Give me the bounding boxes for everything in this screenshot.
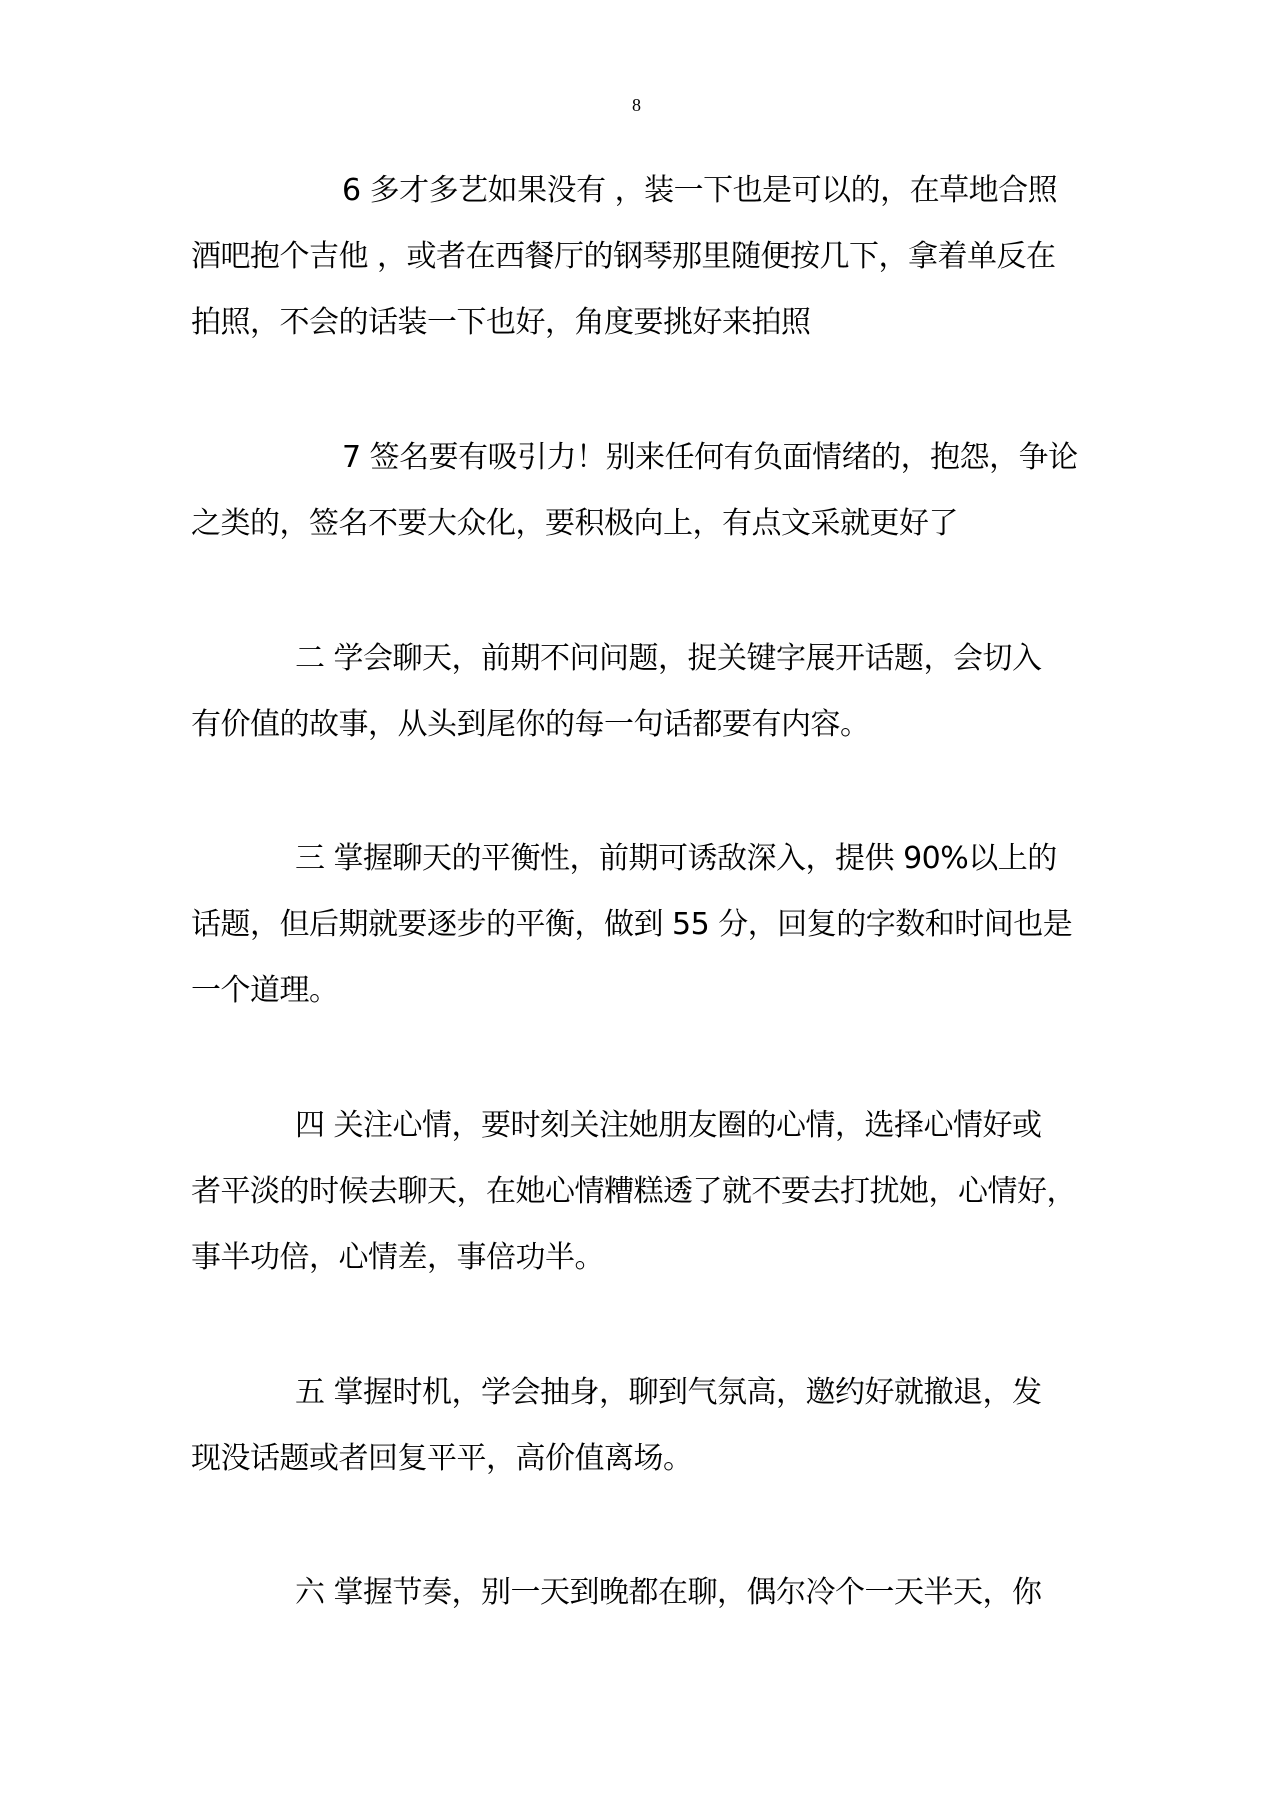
paragraph-line: 话题，但后期就要逐步的平衡，做到 55 分，回复的字数和时间也是 (191, 907, 1073, 942)
section-four-paragraph (191, 1093, 1091, 1291)
paragraph-line: 六 掌握节奏，别一天到晚都在聊，偶尔冷个一天半天，你 (295, 1575, 1042, 1610)
section-five-paragraph (191, 1360, 1091, 1492)
paragraph-line: 拍照，不会的话装一下也好，角度要挑好来拍照 (191, 305, 811, 340)
paragraph-line: 7 签名要有吸引力！别来任何有负面情绪的，抱怨，争论 (342, 440, 1078, 475)
paragraph-line: 6 多才多艺如果没有 ，装一下也是可以的，在草地合照 (342, 173, 1058, 208)
paragraph-line: 者平淡的时候去聊天，在她心情糟糕透了就不要去打扰她，心情好， (191, 1174, 1076, 1209)
paragraph-line: 酒吧抱个吉他 ，或者在西餐厅的钢琴那里随便按几下，拿着单反在 (191, 239, 1056, 274)
section-three-paragraph (191, 826, 1091, 1024)
paragraph-line: 有价值的故事，从头到尾你的每一句话都要有内容。 (191, 707, 870, 742)
section-two-paragraph (191, 626, 1091, 758)
paragraph-line: 一个道理。 (191, 973, 339, 1008)
page-number: 8 (632, 95, 641, 115)
section-six-paragraph (191, 1560, 1091, 1626)
paragraph-line: 现没话题或者回复平平，高价值离场。 (191, 1441, 693, 1476)
paragraph-line: 四 关注心情，要时刻关注她朋友圈的心情，选择心情好或 (295, 1108, 1042, 1143)
paragraph-item-7 (191, 425, 1091, 557)
paragraph-line: 五 掌握时机，学会抽身，聊到气氛高，邀约好就撤退，发 (295, 1375, 1042, 1410)
paragraph-line: 之类的，签名不要大众化，要积极向上，有点文采就更好了 (191, 506, 958, 541)
paragraph-item-6 (191, 158, 1091, 356)
paragraph-line: 事半功倍，心情差，事倍功半。 (191, 1240, 604, 1275)
paragraph-line: 二 学会聊天，前期不问问题，捉关键字展开话题，会切入 (295, 641, 1042, 676)
paragraph-line: 三 掌握聊天的平衡性，前期可诱敌深入，提供 90%以上的 (295, 841, 1057, 876)
